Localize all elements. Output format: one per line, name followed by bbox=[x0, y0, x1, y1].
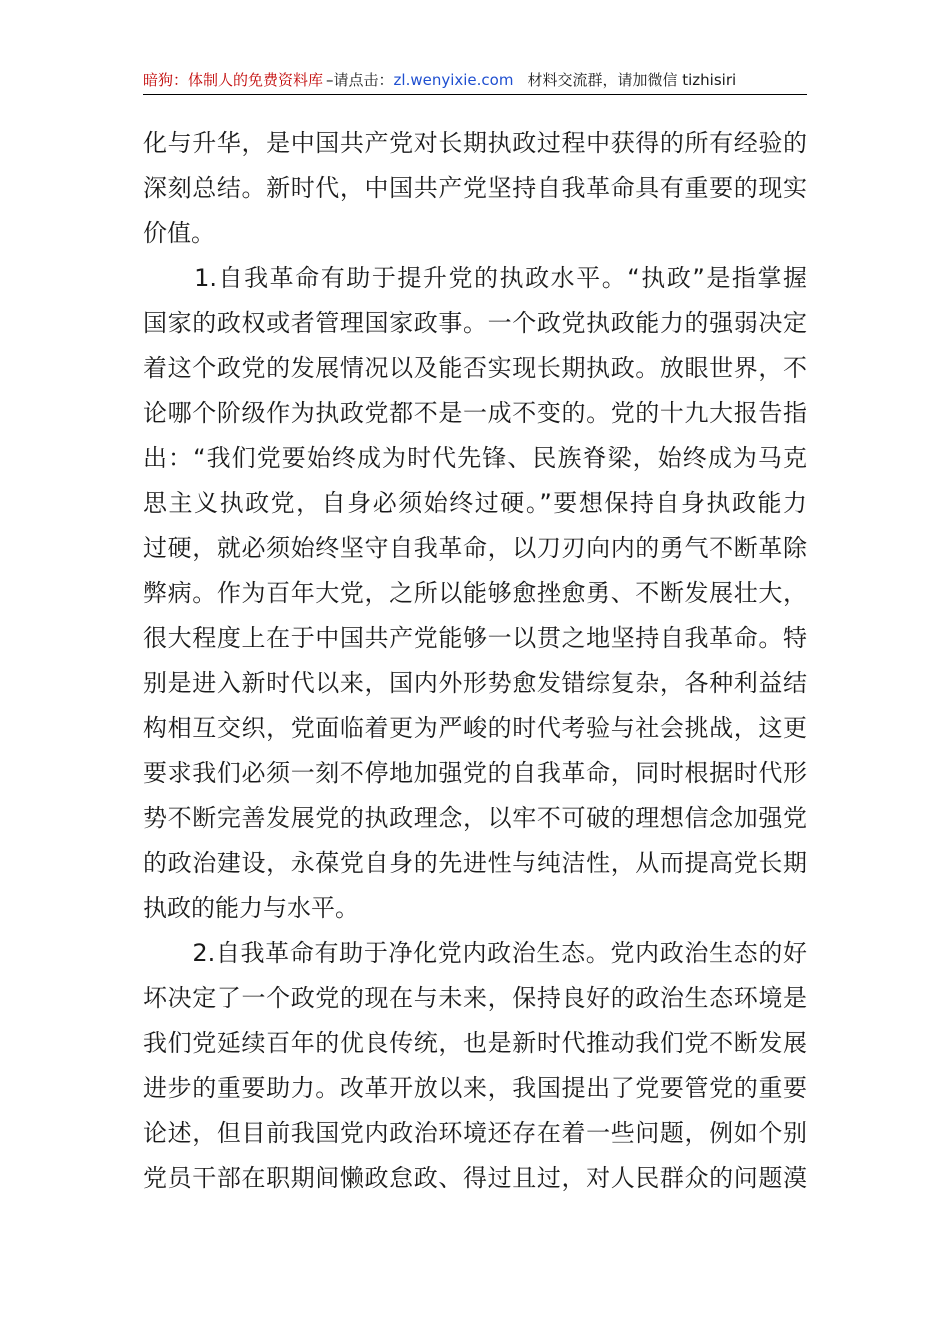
paragraph-2 bbox=[143, 256, 807, 931]
text-line: 构相互交织，党面临着更为严峻的时代考验与社会挑战，这更 bbox=[143, 714, 807, 742]
text-line: 过硬，就必须始终坚守自我革命，以刀刃向内的勇气不断革除 bbox=[143, 534, 807, 562]
text-line: 要求我们必须一刻不停地加强党的自我革命，同时根据时代形 bbox=[143, 759, 807, 787]
text-line: 党员干部在职期间懒政怠政、得过且过，对人民群众的问题漠 bbox=[143, 1164, 807, 1192]
header-group-text: 材料交流群，请加微信 tizhisiri bbox=[527, 71, 737, 89]
text-line: 的政治建设，永葆党自身的先进性与纯洁性，从而提高党长期 bbox=[143, 849, 807, 877]
text-line: 我们党延续百年的优良传统，也是新时代推动我们党不断发展 bbox=[143, 1029, 807, 1057]
text-line: 进步的重要助力。改革开放以来，我国提出了党要管党的重要 bbox=[143, 1074, 807, 1102]
page-header bbox=[143, 68, 807, 95]
text-line: 出：“我们党要始终成为时代先锋、民族脊梁，始终成为马克 bbox=[143, 444, 807, 472]
header-prompt-text: –请点击： bbox=[326, 71, 394, 89]
text-line: 着这个政党的发展情况以及能否实现长期执政。放眼世界，不 bbox=[143, 354, 807, 382]
text-line: 论哪个阶级作为执政党都不是一成不变的。党的十九大报告指 bbox=[143, 399, 807, 427]
text-line: 深刻总结。新时代，中国共产党坚持自我革命具有重要的现实 bbox=[143, 174, 807, 202]
document-body bbox=[143, 121, 807, 1201]
text-line: 势不断完善发展党的执政理念，以牢不可破的理想信念加强党 bbox=[143, 804, 807, 832]
text-line: 思主义执政党，自身必须始终过硬。”要想保持自身执政能力 bbox=[143, 489, 807, 517]
text-line: 1.自我革命有助于提升党的执政水平。“执政”是指掌握 bbox=[143, 264, 807, 292]
text-line: 很大程度上在于中国共产党能够一以贯之地坚持自我革命。特 bbox=[143, 624, 807, 652]
text-line: 国家的政权或者管理国家政事。一个政党执政能力的强弱决定 bbox=[143, 309, 807, 337]
text-line: 化与升华，是中国共产党对长期执政过程中获得的所有经验的 bbox=[143, 129, 807, 157]
header-site-link[interactable]: zl.wenyixie.com bbox=[393, 71, 514, 89]
paragraph-1 bbox=[143, 121, 807, 256]
text-line: 价值。 bbox=[143, 219, 215, 247]
text-line: 坏决定了一个政党的现在与未来，保持良好的政治生态环境是 bbox=[143, 984, 807, 1012]
header-brand-text: 暗狗：体制人的免费资料库 bbox=[143, 71, 324, 89]
text-line: 弊病。作为百年大党，之所以能够愈挫愈勇、不断发展壮大， bbox=[143, 579, 807, 607]
paragraph-3 bbox=[143, 931, 807, 1201]
text-line: 执政的能力与水平。 bbox=[143, 894, 359, 922]
text-line: 论述，但目前我国党内政治环境还存在着一些问题，例如个别 bbox=[143, 1119, 807, 1147]
text-line: 别是进入新时代以来，国内外形势愈发错综复杂，各种利益结 bbox=[143, 669, 807, 697]
text-line: 2.自我革命有助于净化党内政治生态。党内政治生态的好 bbox=[143, 939, 807, 967]
